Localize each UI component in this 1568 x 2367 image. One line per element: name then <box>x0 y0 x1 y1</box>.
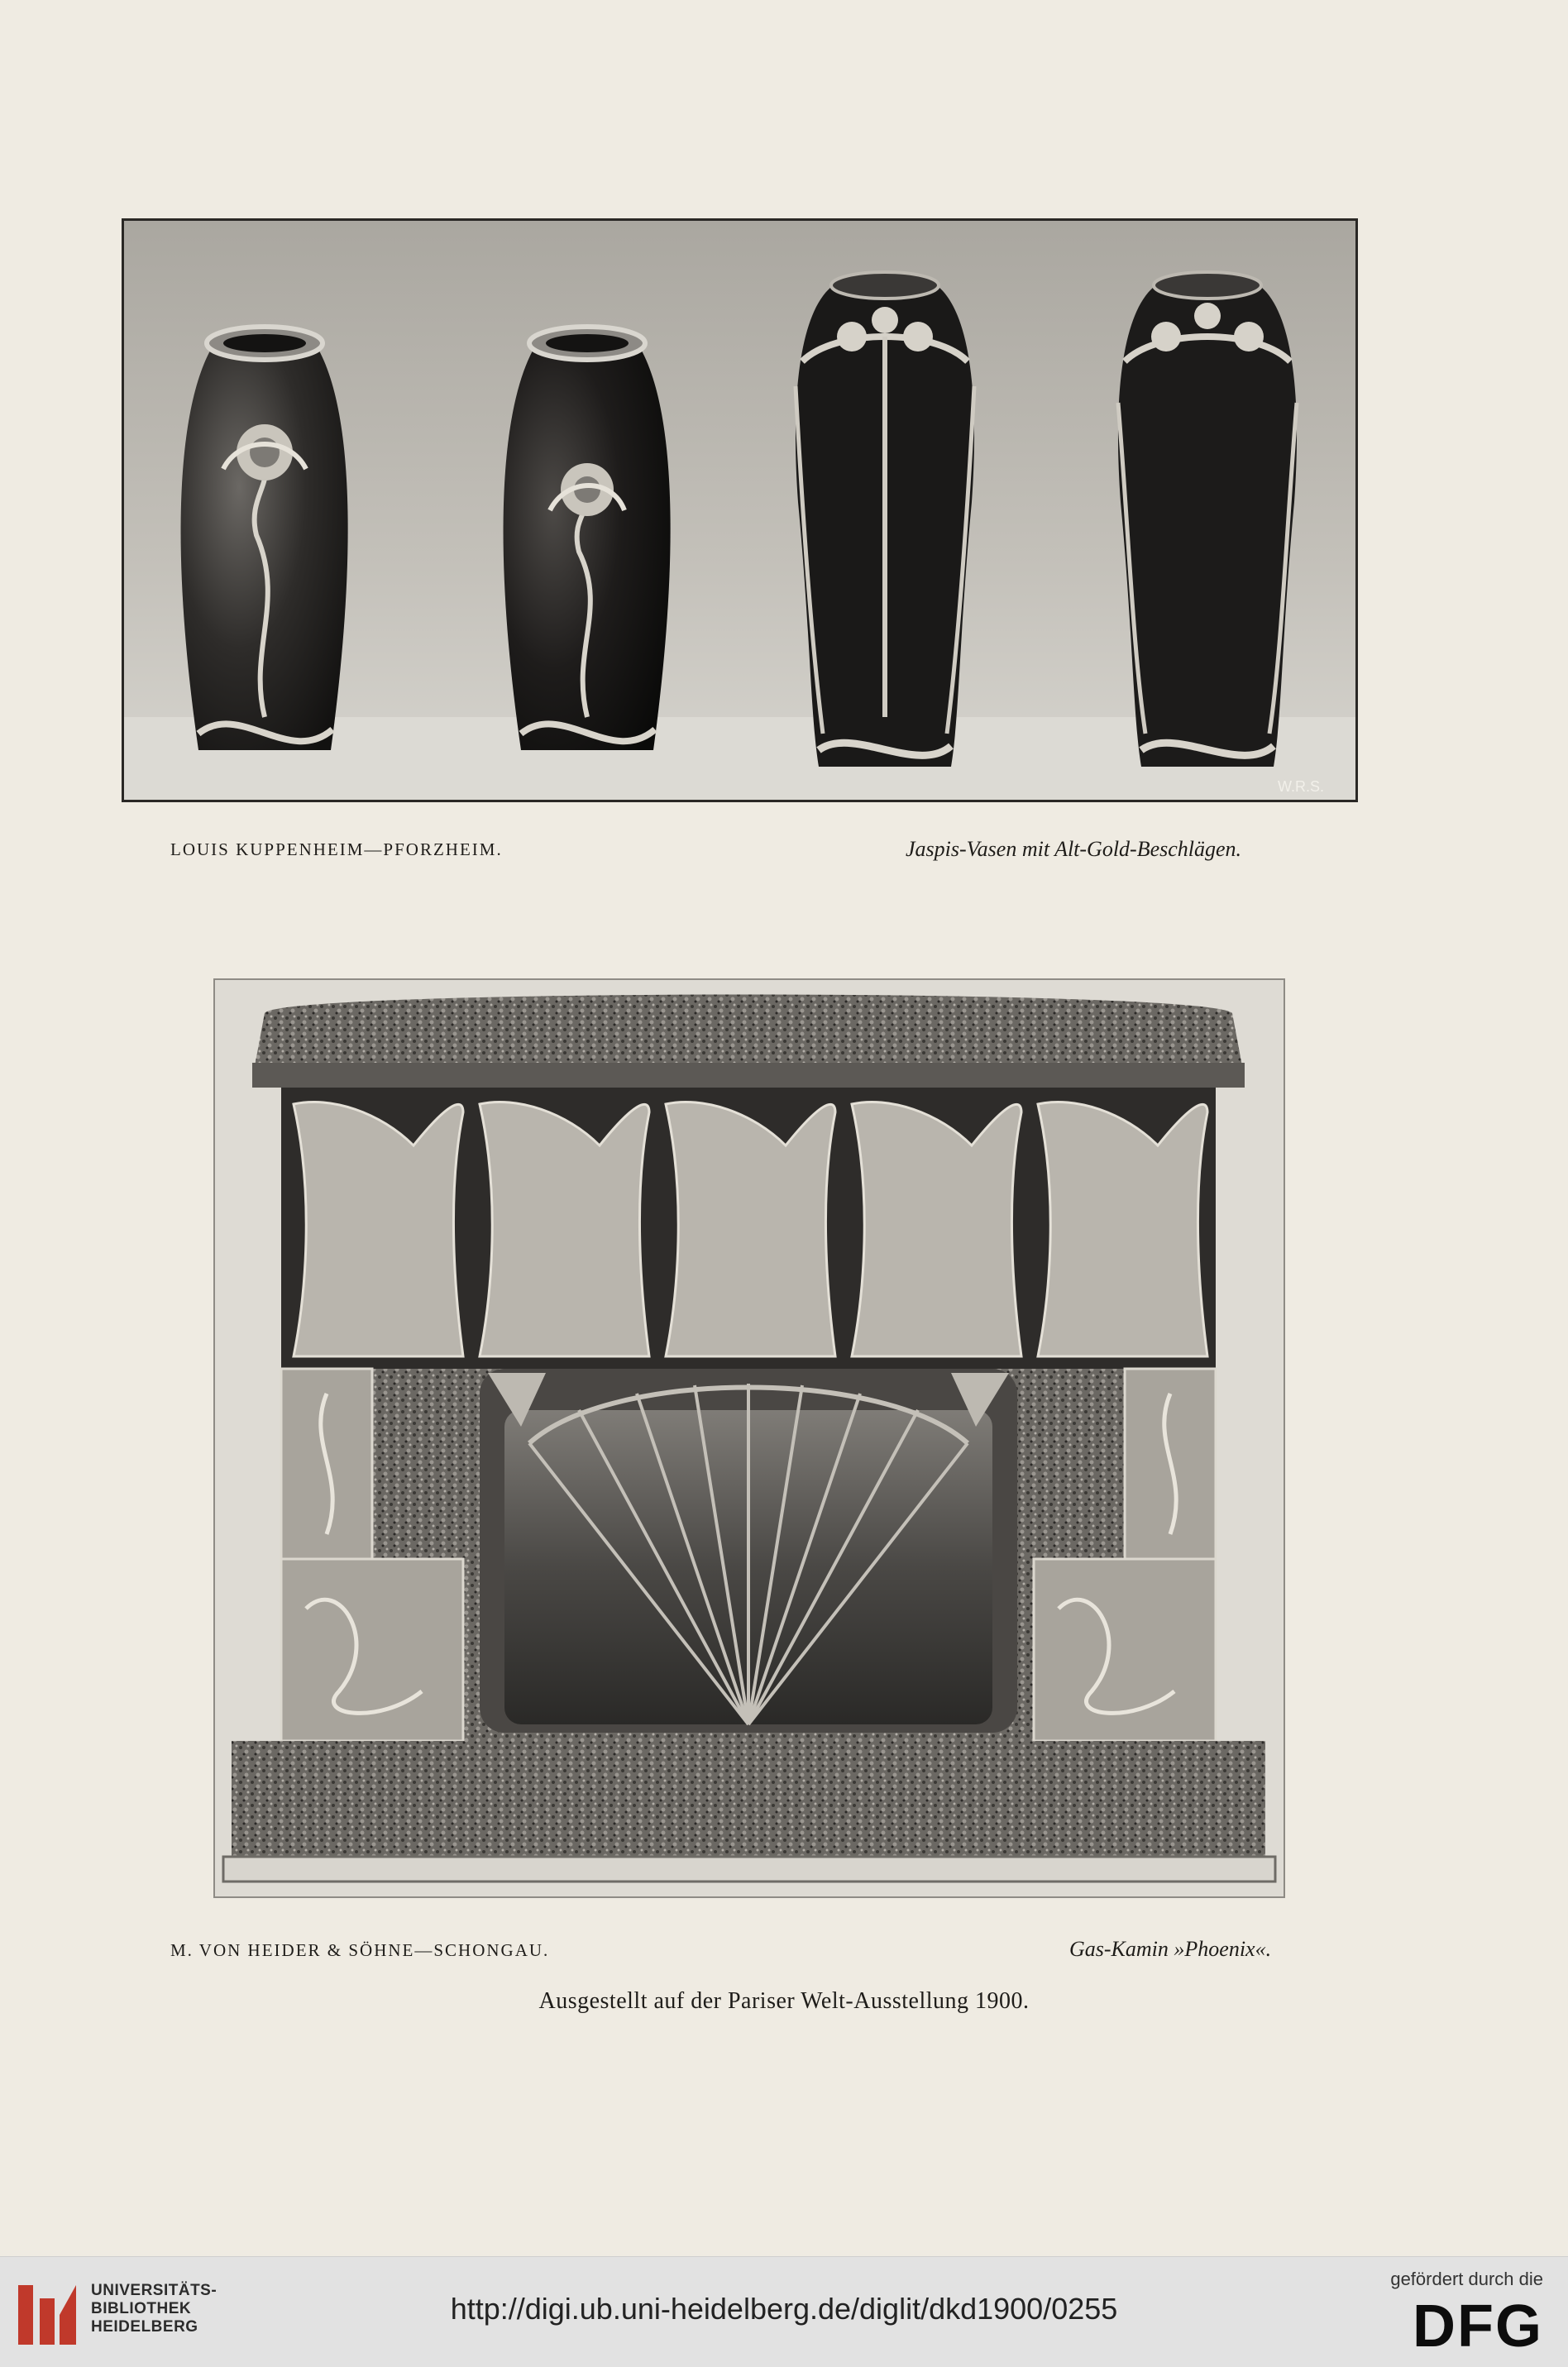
plate2-caption-right: Gas-Kamin »Phoenix«. <box>1069 1937 1272 1961</box>
vase-3 <box>796 272 974 767</box>
plate2-caption-left: M. VON HEIDER & SÖHNE—SCHONGAU. <box>170 1940 550 1960</box>
permalink-url[interactable]: http://digi.ub.uni-heidelberg.de/diglit/dkd1900/0255 <box>450 2292 1118 2326</box>
plate1-caption-left: LOUIS KUPPENHEIM—PFORZHEIM. <box>170 839 503 859</box>
monogram: W.R.S. <box>1278 778 1325 795</box>
vase-2 <box>504 327 671 750</box>
vase-4 <box>1118 272 1297 767</box>
fireplace-photograph <box>213 978 1285 1898</box>
vases-illustration <box>124 221 1355 800</box>
funding-label: gefördert durch die <box>1390 2269 1543 2289</box>
dfg-logo: DFG <box>1413 2293 1543 2360</box>
library-name-line2: BIBLIOTHEK <box>91 2300 192 2317</box>
plate1-caption-right: Jaspis-Vasen mit Alt-Gold-Beschlägen. <box>906 837 1242 861</box>
fireplace-illustration <box>215 980 1284 1896</box>
viewer-footer <box>0 2256 1568 2367</box>
library-name-line1: UNIVERSITÄTS- <box>91 2282 218 2299</box>
vases-photograph <box>122 218 1358 802</box>
phoenix-tiles <box>294 1102 1207 1356</box>
library-name-line3: HEIDELBERG <box>91 2318 198 2336</box>
exhibition-caption: Ausgestellt auf der Pariser Welt-Ausstellung 1900. <box>538 1988 1030 2014</box>
vase-1 <box>181 327 348 750</box>
